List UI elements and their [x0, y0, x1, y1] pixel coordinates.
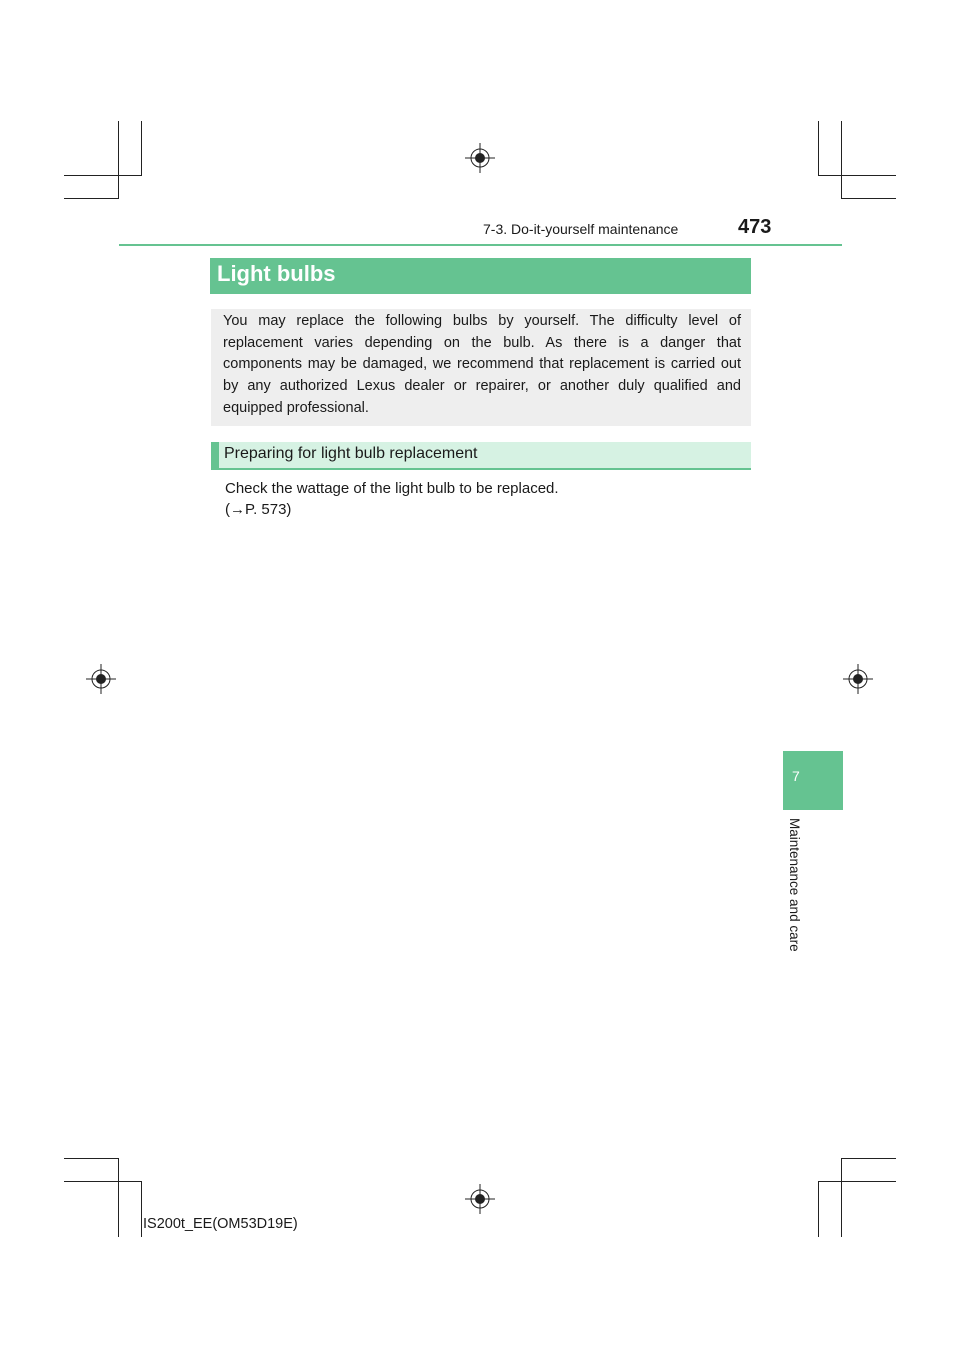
- crop-mark: [841, 1158, 842, 1237]
- crop-mark: [841, 1158, 896, 1159]
- subheading-bar: [211, 442, 751, 469]
- crosshair-target-icon: [86, 664, 116, 694]
- crop-mark: [64, 1158, 119, 1159]
- page-number: 473: [738, 216, 772, 238]
- intro-text: You may replace the following bulbs by yourself. The difficulty level of replacement varies depending on the bulb. As there is a danger that components may be damaged, we recommend that replacement is carried out by any authorized Lexus dealer or repairer, or another duly qualified and equipped professional.: [223, 313, 741, 416]
- subheading-underline: [211, 468, 751, 470]
- crop-mark: [118, 121, 119, 199]
- crop-mark: [64, 198, 119, 199]
- running-header: 7-3. Do-it-yourself maintenance: [483, 221, 679, 237]
- chapter-tab[interactable]: [783, 751, 843, 810]
- intro-box: [211, 309, 751, 426]
- crosshair-target-icon: [465, 143, 495, 173]
- crop-mark: [818, 1181, 896, 1182]
- crop-mark: [841, 121, 842, 199]
- page-title: Light bulbs: [217, 261, 336, 286]
- page-reference-link[interactable]: (→P. 573): [225, 501, 292, 518]
- header-rule: [119, 244, 842, 246]
- body-text: [225, 478, 559, 520]
- crosshair-target-icon: [843, 664, 873, 694]
- crop-mark: [118, 1158, 119, 1237]
- subheading-accent: [211, 442, 219, 469]
- crop-mark: [818, 1181, 819, 1237]
- crop-mark: [64, 175, 141, 176]
- crop-mark: [64, 1181, 141, 1182]
- body-line: Check the wattage of the light bulb to be replaced.: [225, 480, 559, 497]
- crop-mark: [141, 1181, 142, 1237]
- crop-mark: [818, 121, 819, 176]
- document-code: IS200t_EE(OM53D19E): [143, 1216, 298, 1232]
- crop-mark: [841, 198, 896, 199]
- crop-mark: [141, 121, 142, 176]
- chapter-number: 7: [792, 768, 800, 784]
- crop-mark: [818, 175, 896, 176]
- chapter-title: Maintenance and care: [787, 818, 802, 952]
- section-title-bar: [210, 258, 751, 294]
- crosshair-target-icon: [465, 1184, 495, 1214]
- subheading: Preparing for light bulb replacement: [224, 445, 478, 462]
